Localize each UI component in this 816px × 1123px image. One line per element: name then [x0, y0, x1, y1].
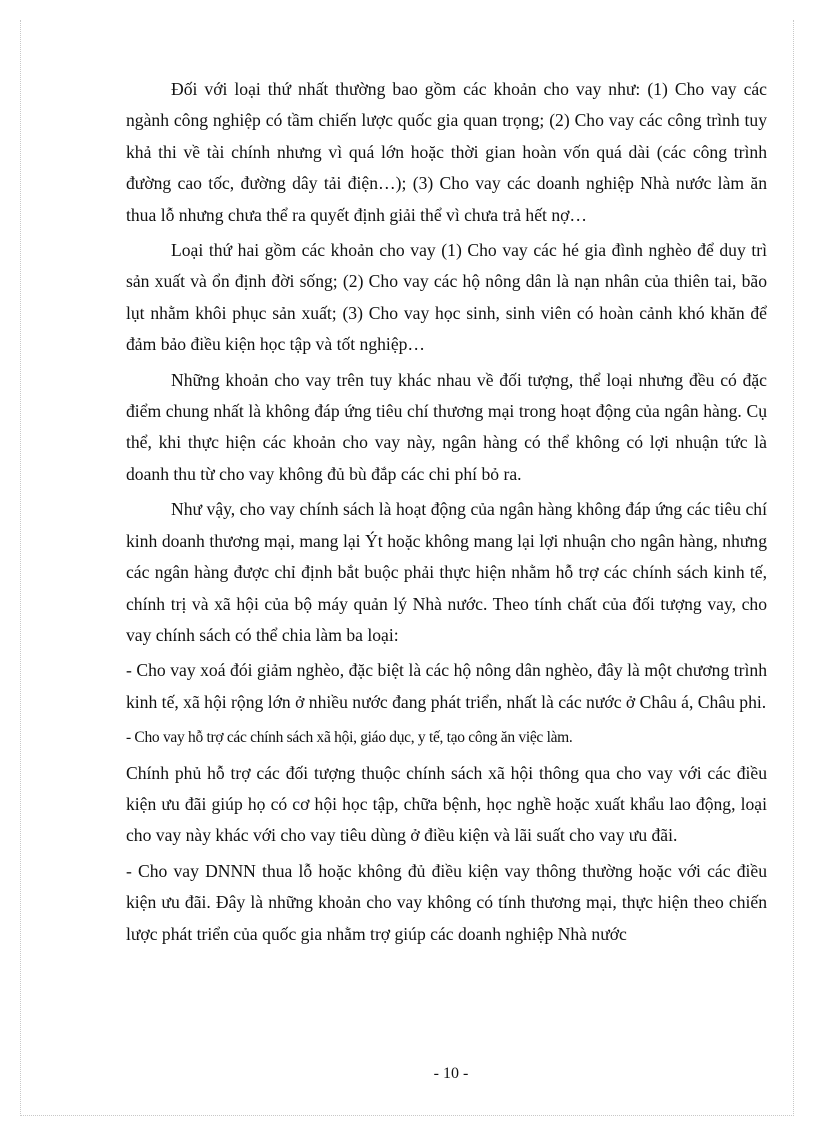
paragraph-loai-thu-nhat: Đối với loại thứ nhất thường bao gồm các khoản cho vay như: (1) Cho vay các ngành công nghiệp có tầm chiến lược quốc gia quan trọng; (2) Cho vay các công trình tuy khả thi về tài chính nhưng vì quá lớn hoặc thời gian hoàn vốn quá dài (các công trình đường cao tốc, đường dây tải điện…); (3) Cho vay các doanh nghiệp Nhà nước làm ăn thua lỗ nhưng chưa thể ra quyết định giải thể vì chưa trả hết nợ… [126, 79, 767, 225]
paragraph-dinh-nghia-cho-vay-chinh-sach: Như vậy, cho vay chính sách là hoạt động của ngân hàng không đáp ứng các tiêu chí kinh doanh thương mại, mang lại Ýt hoặc không mang lại lợi nhuận cho ngân hàng, nhưng các ngân hàng được chỉ định bắt buộc phải thực hiện nhằm hỗ trợ các chính sách kinh tế, chính trị và xã hội của bộ máy quản lý Nhà nước. Theo tính chất của đối tượng vay, cho vay chính sách có thể chia làm ba loại: [126, 499, 767, 645]
list-item-cho-vay-dnnn: - Cho vay DNNN thua lỗ hoặc không đủ điều kiện vay thông thường hoặc với các điều kiện ưu đãi. Đây là những khoản cho vay không có tính thương mại, thực hiện theo chiến lược phát triển của quốc gia nhằm trợ giúp các doanh nghiệp Nhà nước [126, 860, 767, 944]
paragraph-dac-diem-chung: Những khoản cho vay trên tuy khác nhau về đối tượng, thể loại nhưng đều có đặc điểm chung nhất là không đáp ứng tiêu chí thương mại trong hoạt động của ngân hàng. Cụ thể, khi thực hiện các khoản cho vay này, ngân hàng có thể không có lợi nhuận tức là doanh thu từ cho vay không đủ bù đắp các chi phí bỏ ra. [126, 369, 767, 484]
page-number: - 10 - [433, 1065, 469, 1082]
paragraph-loai-thu-hai: Loại thứ hai gồm các khoản cho vay (1) Cho vay các hé gia đình nghèo để duy trì sản xuất và ổn định đời sống; (2) Cho vay các hộ nông dân là nạn nhân của thiên tai, bão lụt nhằm khôi phục sản xuất; (3) Cho vay học sinh, sinh viên có hoàn cảnh khó khăn để đảm bảo điều kiện học tập và tốt nghiệp… [126, 240, 767, 355]
list-item-ho-tro-chinh-sach-xa-hoi: - Cho vay hỗ trợ các chính sách xã hội, giáo dục, y tế, tạo công ăn việc làm. [126, 729, 573, 747]
document-body [126, 74, 767, 954]
paragraph-chinh-phu-ho-tro: Chính phủ hỗ trợ các đối tượng thuộc chính sách xã hội thông qua cho vay với các điều kiện ưu đãi giúp họ có cơ hội học tập, chữa bệnh, học nghề hoặc xuất khẩu lao động, loại cho vay này khác với cho vay tiêu dùng ở điều kiện và lãi suất cho vay ưu đãi. [126, 762, 767, 846]
list-item-xoa-doi-giam-ngheo: - Cho vay xoá đói giảm nghèo, đặc biệt là các hộ nông dân nghèo, đây là một chương trình kinh tế, xã hội rộng lớn ở nhiều nước đang phát triển, nhất là các nước ở Châu á, Châu phi. [126, 660, 767, 712]
